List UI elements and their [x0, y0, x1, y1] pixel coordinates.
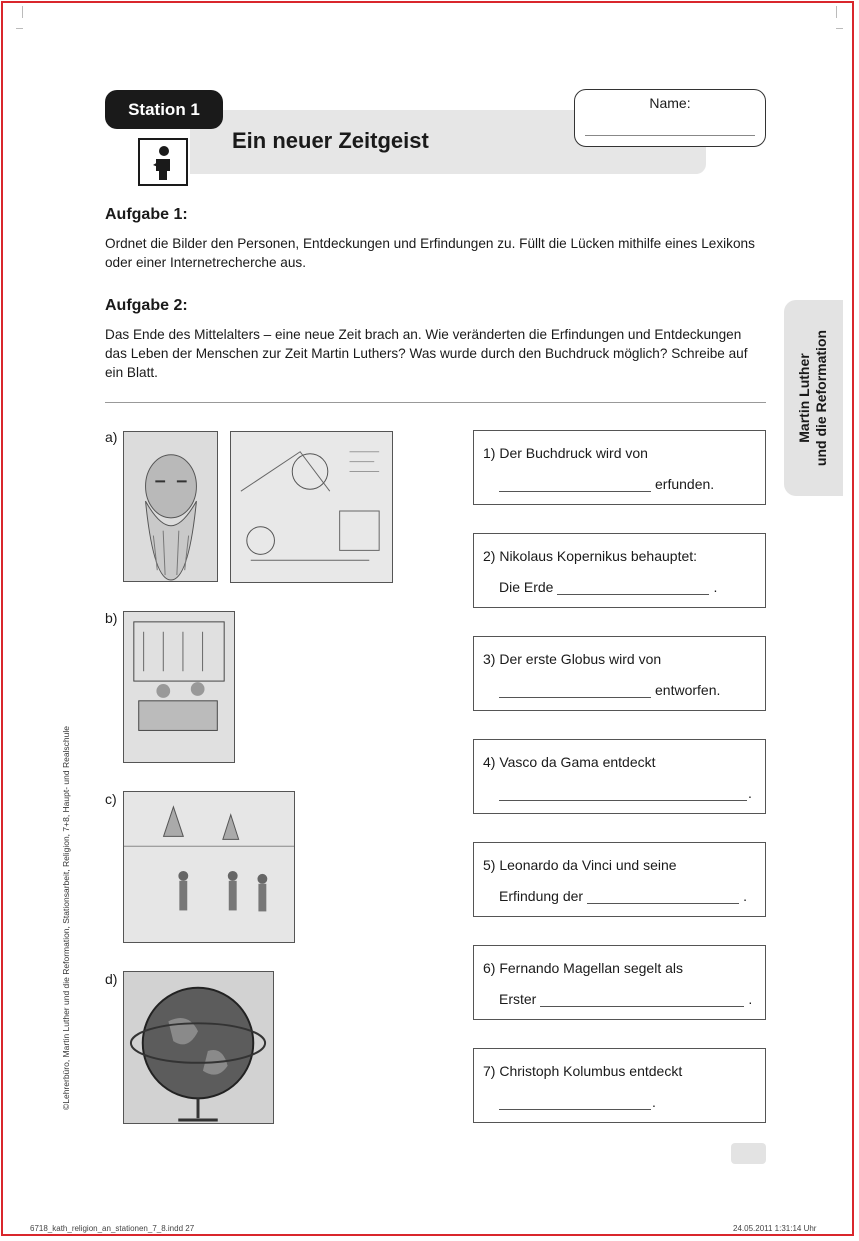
question-suffix: .	[652, 1094, 656, 1110]
person-reading-icon	[138, 138, 188, 186]
task1-text: Ordnet die Bilder den Personen, Entdeckungen und Erfindungen zu. Füllt die Lücken mithilfe eines Lexikons oder einer Internetrecherche aus.	[105, 236, 755, 270]
question-text: 1) Der Buchdruck wird von	[483, 445, 648, 461]
question-box-1	[473, 430, 766, 505]
page-number-box	[731, 1143, 766, 1164]
question-box-6	[473, 945, 766, 1020]
question-suffix: .	[748, 785, 752, 801]
question-box-7	[473, 1048, 766, 1123]
answer-blank[interactable]	[540, 992, 744, 1007]
footer-filename: 6718_kath_religion_an_stationen_7_8.indd 27	[30, 1224, 195, 1233]
side-tab-label	[796, 330, 830, 466]
name-label: Name:	[649, 95, 691, 111]
crop-mark	[836, 28, 843, 29]
answer-blank[interactable]	[499, 1095, 651, 1110]
name-field[interactable]	[585, 135, 755, 136]
image-label-a: a)	[105, 429, 118, 445]
answer-blank[interactable]	[557, 580, 709, 595]
station-badge: Station 1	[105, 90, 223, 129]
question-text: 3) Der erste Globus wird von	[483, 651, 662, 667]
ships-landing-image	[123, 791, 295, 943]
crop-mark	[22, 6, 23, 18]
question-box-3	[473, 636, 766, 711]
answer-blank[interactable]	[499, 786, 747, 801]
side-tab-line1: Martin Luther	[796, 353, 812, 443]
question-suffix: .	[743, 888, 747, 904]
globe-image	[123, 971, 274, 1124]
question-suffix: .	[713, 579, 718, 595]
question-text: 4) Vasco da Gama entdeckt	[483, 754, 656, 770]
image-label-b: b)	[105, 610, 118, 626]
task2-text: Das Ende des Mittelalters – eine neue Zeit brach an. Wie veränderten die Erfindungen und Entdeckungen das Leben der Menschen zur Zeit Martin Luthers? Was wurde durch den Buchdruck möglich? Schreibe auf ein Blatt.	[105, 327, 748, 380]
leonardo-portrait-image	[123, 431, 218, 582]
footer-timestamp: 24.05.2011 1:31:14 Uhr	[733, 1224, 817, 1233]
image-label-d: d)	[105, 971, 118, 987]
leonardo-sketch-image	[230, 431, 393, 583]
question-text: 7) Christoph Kolumbus entdeckt	[483, 1063, 683, 1079]
printing-press-image	[123, 611, 235, 763]
image-label-c: c)	[105, 791, 117, 807]
question-prefix: Erster	[499, 991, 537, 1007]
question-prefix: Erfindung der	[499, 888, 584, 904]
page-title: Ein neuer Zeitgeist	[232, 128, 429, 153]
question-text: 5) Leonardo da Vinci und seine	[483, 857, 677, 873]
side-tab-line2: und die Reformation	[813, 329, 829, 467]
task1-heading: Aufgabe 1:	[105, 206, 188, 223]
question-box-2	[473, 533, 766, 608]
answer-blank[interactable]	[499, 477, 651, 492]
copyright-notice: ©Lehrerbüro, Martin Luther und die Reformation, Stationsarbeit, Religion, 7+8, Haupt- und Realschule	[61, 725, 71, 1111]
crop-mark	[16, 28, 23, 29]
question-suffix: entworfen.	[655, 682, 721, 698]
question-prefix: Die Erde	[499, 579, 554, 595]
question-suffix: erfunden.	[655, 476, 715, 492]
divider	[105, 402, 766, 403]
question-box-5	[473, 842, 766, 917]
question-suffix: .	[748, 991, 753, 1007]
answer-blank[interactable]	[587, 889, 739, 904]
question-text: 6) Fernando Magellan segelt als	[483, 960, 684, 976]
question-box-4	[473, 739, 766, 814]
question-text: 2) Nikolaus Kopernikus behauptet:	[483, 548, 698, 564]
name-box	[574, 89, 766, 147]
crop-mark	[836, 6, 837, 18]
task2-heading: Aufgabe 2:	[105, 297, 188, 314]
answer-blank[interactable]	[499, 683, 651, 698]
